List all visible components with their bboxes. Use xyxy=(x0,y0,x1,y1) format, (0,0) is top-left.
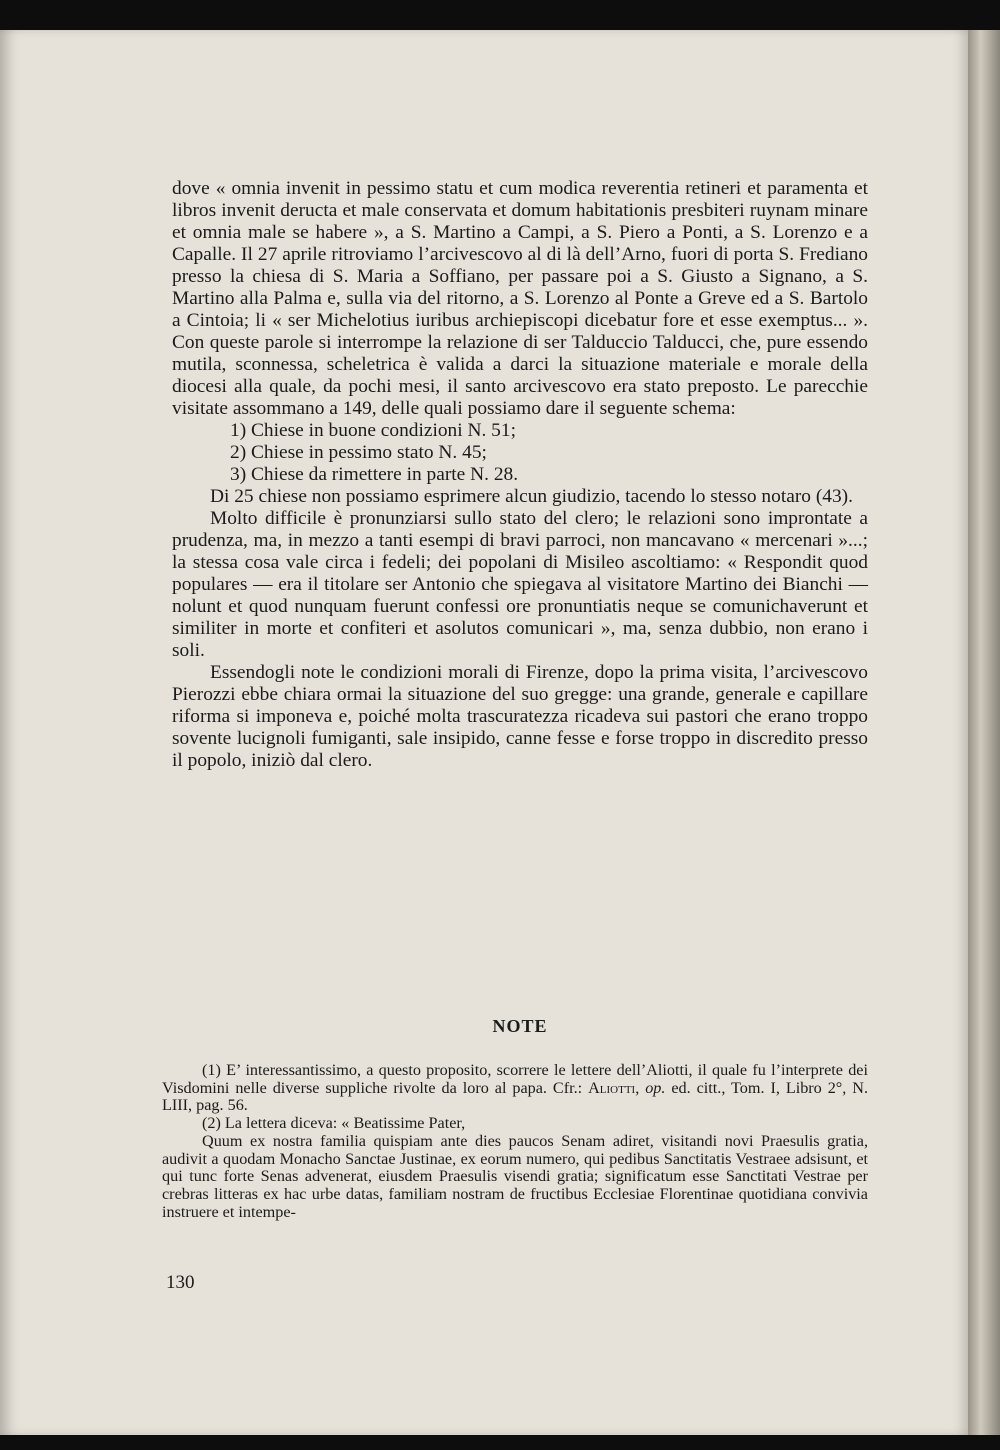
page-number: 130 xyxy=(166,1272,195,1293)
paragraph-4: Essendogli note le condizioni morali di Firenze, dopo la prima visita, l’arcivescovo Pierozzi ebbe chiara ormai la situazione del suo gregge: una grande, generale e capillare riforma si imponeva e, poiché molta trascuratezza ricadeva sui pastori che erano troppo sovente lucignoli fumiganti, sale insipido, canne fesse e forse troppo in discredito presso il popolo, iniziò dal clero. xyxy=(172,662,868,771)
paragraph-3: Molto difficile è pronunziarsi sullo stato del clero; le relazioni sono improntate a prudenza, ma, in mezzo a tanti esempi di bravi parroci, non mancavano « mercenari »...; la stessa cosa vale circa i fedeli; dei popolani di Misileo ascoltiamo: « Respondit quod populares — era il titolare ser Antonio che spiegava al visitatore Martino dei Bianchi — nolunt et quod nunquam fuerunt confessi ore pronuntiatis neque se comunichaverunt et similiter in morte et confiteri et asolutos comunicari », ma, senza dubbio, non erano i soli. xyxy=(172,508,868,661)
footnotes xyxy=(162,1062,868,1221)
church-list xyxy=(172,420,868,486)
footnote-2-quote: Quum ex nostra familia quispiam ante dies paucos Senam adiret, visitandi novi Praesulis gratia, audivit a quodam Monacho Sanctae Justinae, ex eorum numero, qui pedibus Sanctitatis Vestraee adsisunt, et qui tunc forte Senas advenerat, eiusdem Praesulis visendi gratia; significatum esse Sanctitati Vestrae per crebras litteras ex hac urbe datas, familiam nostram de fructibus Ecclesiae Florentinae quotidiana convivia instruere et intempe- xyxy=(162,1131,868,1221)
footnote-2: (2) La lettera diceva: « Beatissime Pater, xyxy=(202,1114,466,1133)
notes-heading: NOTE xyxy=(492,1016,548,1036)
page-edge xyxy=(968,30,1000,1435)
paragraph-2: Di 25 chiese non possiamo esprimere alcun giudizio, tacendo lo stesso notaro (43). xyxy=(210,486,853,507)
list-item: 3) Chiese da rimettere in parte N. 28. xyxy=(230,464,519,485)
list-item: 1) Chiese in buone condizioni N. 51; xyxy=(230,420,516,441)
footnote-1: (1) E’ interessantissimo, a questo proposito, scorrere le lettere dell’Aliotti, il quale fu l’interprete dei Visdomini nelle diverse suppliche rivolte da loro al papa. Cfr.: Aliotti, op. ed. citt., Tom. I, Libro 2°, N. LIII, pag. 56. xyxy=(162,1061,868,1115)
paragraph-1: dove « omnia invenit in pessimo statu et cum modica reverentia retineri et paramenta et libros invenit deructa et male conservata et domum habitationis presbiteri ruynam minare et omnia male se habere », a S. Martino a Campi, a S. Piero a Ponti, a S. Lorenzo e a Capalle. Il 27 aprile ritroviamo l’arcivescovo al di là dell’Arno, fuori di porta S. Frediano presso la chiesa di S. Maria a Soffiano, per passare poi a S. Giusto a Signano, a S. Martino alla Palma e, sulla via del ritorno, a S. Lorenzo al Ponte a Greve ed a S. Bartolo a Cintoia; li « ser Michelotius iuribus archiepiscopi dicebatur fore et esse exemptus... ». Con queste parole si interrompe la relazione di ser Talduccio Talducci, che, pure essendo mutila, sconnessa, scheletrica è valida a darci la situazione materiale e morale della diocesi alla quale, da pochi mesi, il santo arcivescovo era stato preposto. Le parecchie visitate assommano a 149, delle quali possiamo dare il seguente schema: xyxy=(172,178,868,419)
main-text xyxy=(172,178,868,772)
list-item: 2) Chiese in pessimo stato N. 45; xyxy=(230,442,487,463)
